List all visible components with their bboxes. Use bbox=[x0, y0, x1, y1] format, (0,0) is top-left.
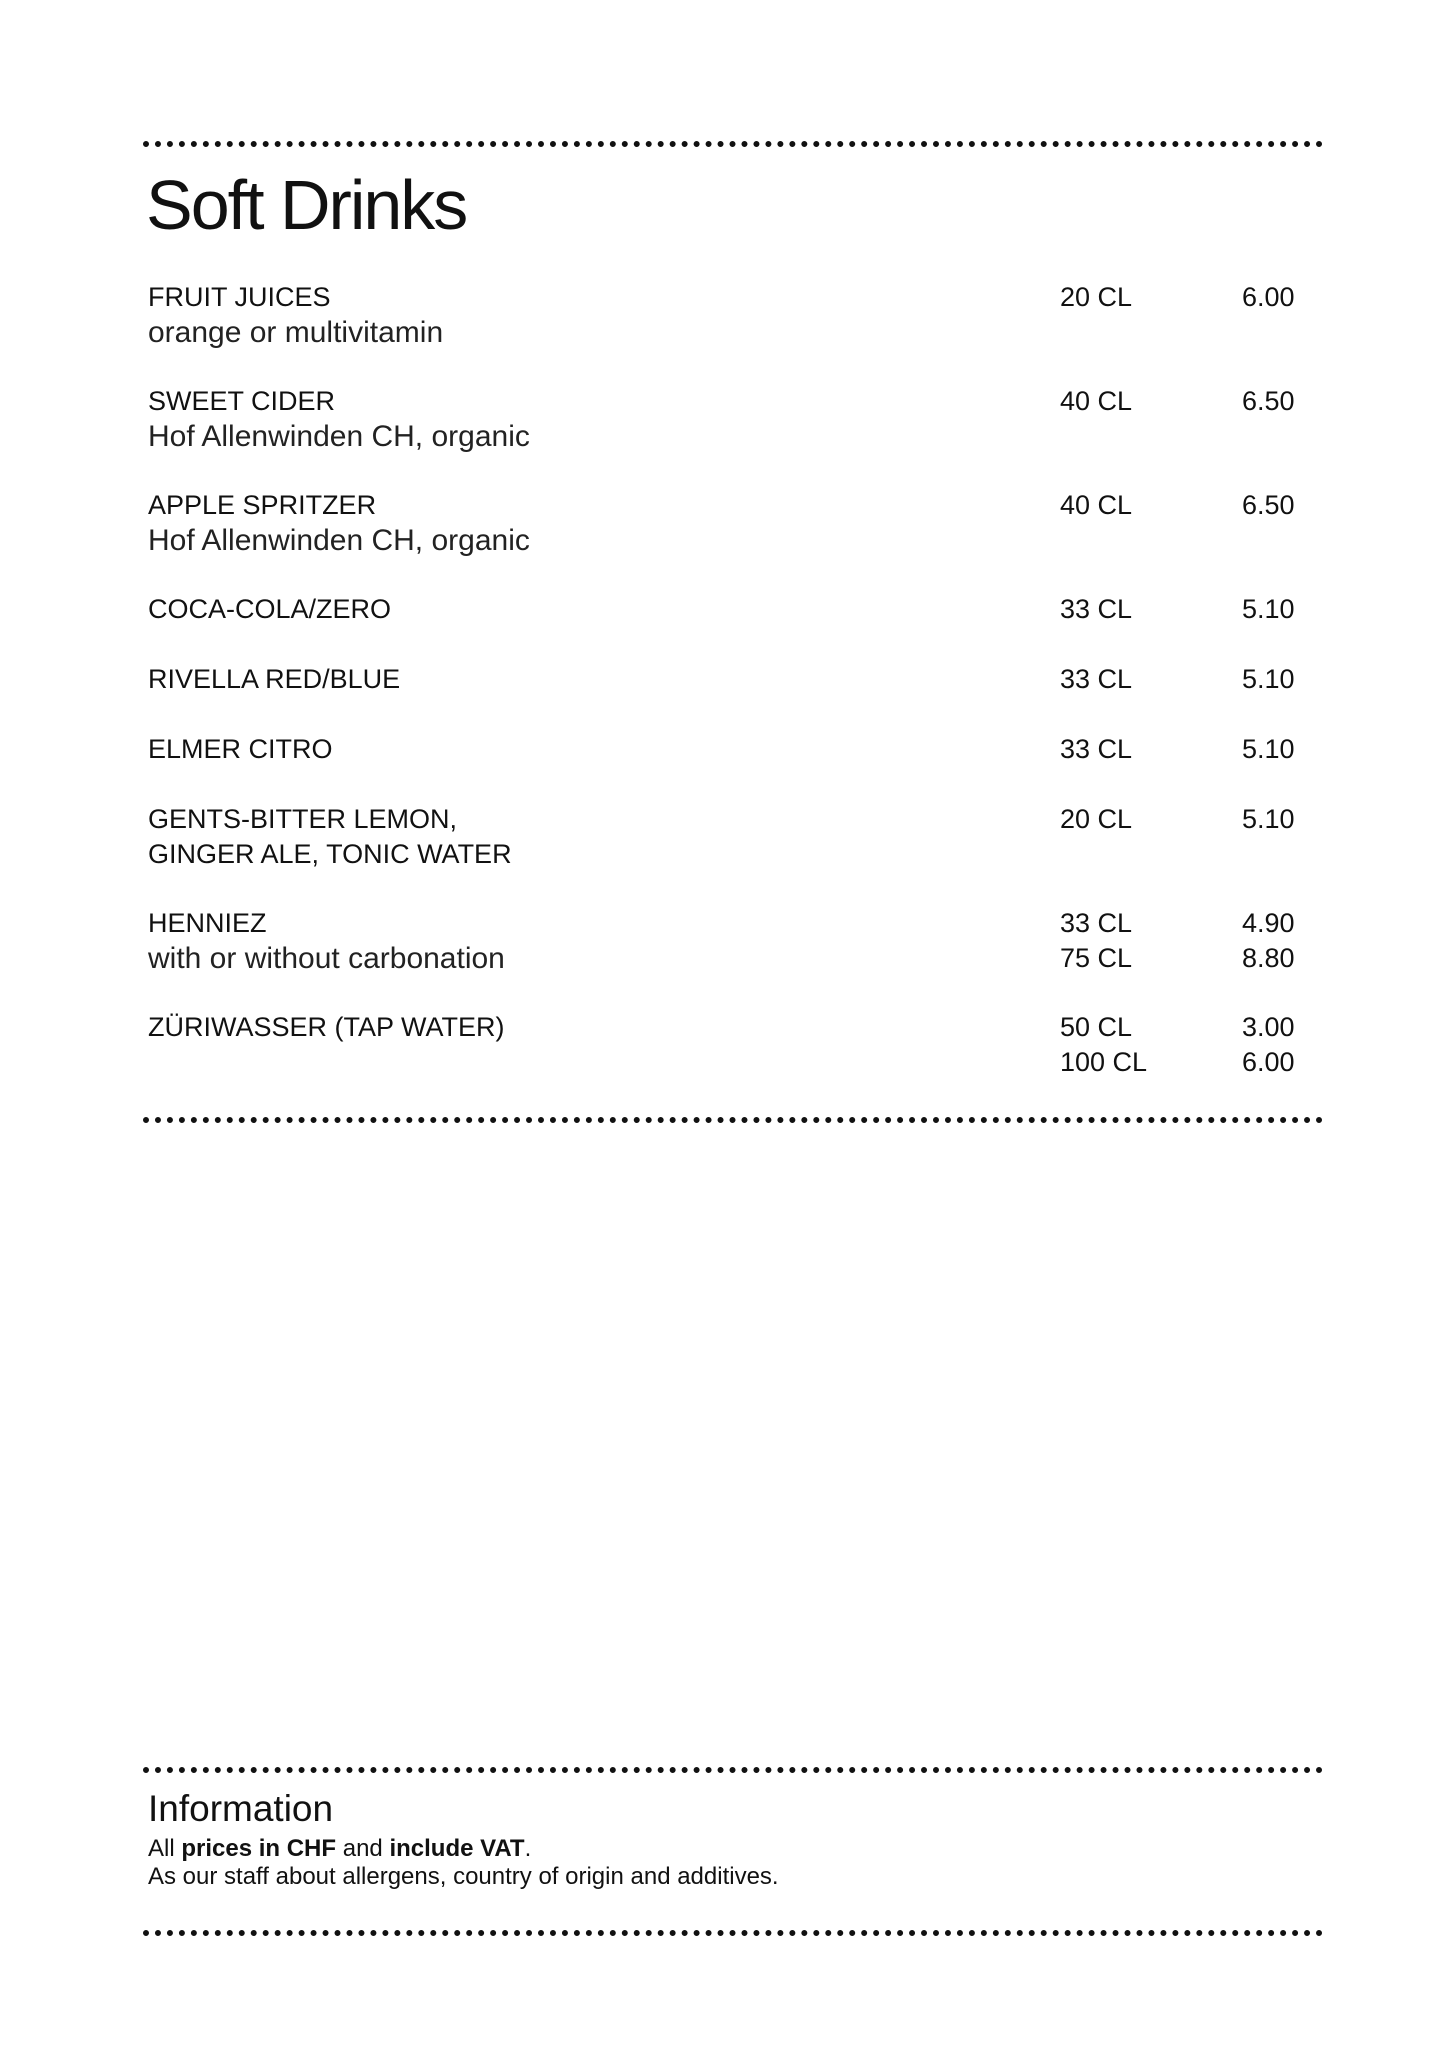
item-volumes bbox=[1060, 592, 1132, 627]
item-volume: 40 CL bbox=[1060, 386, 1133, 416]
item-volume: 33 CL bbox=[1060, 908, 1133, 938]
item-price: 5.10 bbox=[1242, 594, 1295, 624]
item-name: SWEET CIDER bbox=[148, 386, 336, 416]
info-text bbox=[148, 1835, 779, 1891]
item-name: RIVELLA RED/BLUE bbox=[148, 664, 401, 694]
item-volume: 20 CL bbox=[1060, 282, 1133, 312]
item-prices bbox=[1242, 592, 1295, 627]
info-top-divider bbox=[143, 1767, 1323, 1773]
item-prices bbox=[1242, 662, 1295, 697]
menu-item-sweet-cider bbox=[148, 384, 1298, 454]
item-description: with or without carbonation bbox=[148, 942, 505, 975]
menu-item-gents bbox=[148, 802, 1298, 872]
item-price: 6.50 bbox=[1242, 490, 1295, 520]
info-text-part: . bbox=[524, 1835, 532, 1862]
info-bottom-divider bbox=[143, 1930, 1323, 1936]
item-volumes bbox=[1060, 732, 1132, 767]
info-text-bold: prices in CHF bbox=[181, 1835, 337, 1862]
item-prices bbox=[1242, 802, 1295, 837]
item-name: FRUIT JUICES bbox=[148, 282, 331, 312]
item-volumes bbox=[1060, 1010, 1147, 1080]
item-prices bbox=[1242, 280, 1295, 315]
item-prices bbox=[1242, 1010, 1295, 1080]
item-volumes bbox=[1060, 488, 1132, 523]
menu-item-coca-cola bbox=[148, 592, 1298, 627]
item-name: GENTS-BITTER LEMON, GINGER ALE, TONIC WATER bbox=[148, 804, 512, 869]
item-price: 5.10 bbox=[1242, 664, 1295, 694]
info-line-allergens: As our staff about allergens, country of origin and additives. bbox=[148, 1863, 779, 1890]
item-price: 6.00 bbox=[1242, 1047, 1295, 1077]
item-name: HENNIEZ bbox=[148, 908, 267, 938]
item-price: 3.00 bbox=[1242, 1012, 1295, 1042]
item-volume: 50 CL bbox=[1060, 1012, 1133, 1042]
info-text-part: and bbox=[336, 1835, 390, 1862]
item-volumes bbox=[1060, 906, 1132, 976]
item-volume: 33 CL bbox=[1060, 664, 1133, 694]
item-name: COCA-COLA/ZERO bbox=[148, 594, 392, 624]
item-description: Hof Allenwinden CH, organic bbox=[148, 420, 530, 453]
item-volume: 20 CL bbox=[1060, 804, 1133, 834]
item-name: ELMER CITRO bbox=[148, 734, 333, 764]
item-price: 8.80 bbox=[1242, 943, 1295, 973]
item-volume: 100 CL bbox=[1060, 1047, 1148, 1077]
item-volumes bbox=[1060, 802, 1132, 837]
menu-item-apple-spritzer bbox=[148, 488, 1298, 558]
item-volumes bbox=[1060, 280, 1132, 315]
menu-item-henniez bbox=[148, 906, 1298, 976]
item-price: 5.10 bbox=[1242, 804, 1295, 834]
item-volumes bbox=[1060, 662, 1132, 697]
item-prices bbox=[1242, 732, 1295, 767]
menu-item-zuriwasser bbox=[148, 1010, 1298, 1077]
menu-item-rivella bbox=[148, 662, 1298, 697]
menu-item-fruit-juices bbox=[148, 280, 1298, 350]
item-description: orange or multivitamin bbox=[148, 316, 444, 349]
top-divider bbox=[143, 141, 1323, 147]
item-volumes bbox=[1060, 384, 1132, 419]
item-volume: 40 CL bbox=[1060, 490, 1133, 520]
item-price: 6.00 bbox=[1242, 282, 1295, 312]
item-prices bbox=[1242, 488, 1295, 523]
item-volume: 75 CL bbox=[1060, 943, 1133, 973]
item-price: 6.50 bbox=[1242, 386, 1295, 416]
item-description: Hof Allenwinden CH, organic bbox=[148, 524, 530, 557]
item-volume: 33 CL bbox=[1060, 734, 1133, 764]
item-prices bbox=[1242, 384, 1295, 419]
info-title: Information bbox=[148, 1788, 334, 1829]
menu-item-elmer-citro bbox=[148, 732, 1298, 767]
item-price: 5.10 bbox=[1242, 734, 1295, 764]
item-name: ZÜRIWASSER (TAP WATER) bbox=[148, 1012, 505, 1042]
item-name: APPLE SPRITZER bbox=[148, 490, 377, 520]
info-text-bold: include VAT bbox=[389, 1835, 525, 1862]
item-price: 4.90 bbox=[1242, 908, 1295, 938]
menu-bottom-divider bbox=[143, 1117, 1323, 1123]
item-prices bbox=[1242, 906, 1295, 976]
info-text-part: All bbox=[148, 1835, 182, 1862]
info-line-prices bbox=[148, 1835, 779, 1863]
item-volume: 33 CL bbox=[1060, 594, 1133, 624]
page-title: Soft Drinks bbox=[146, 166, 467, 244]
